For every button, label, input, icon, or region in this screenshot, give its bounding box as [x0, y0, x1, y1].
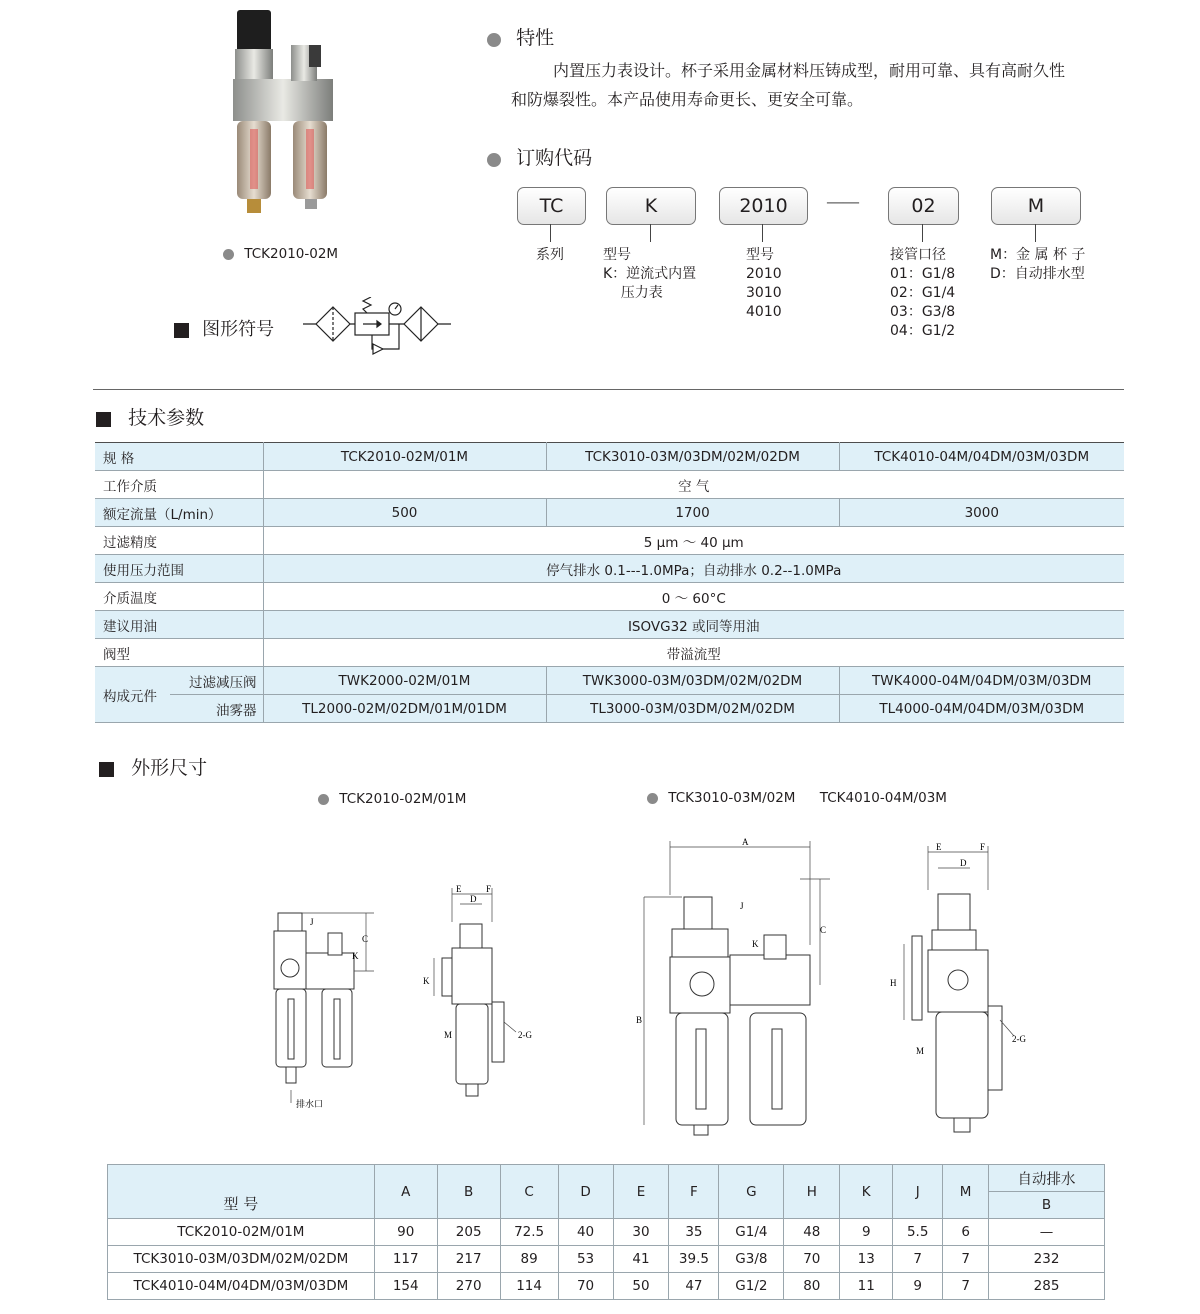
dim-header: A: [374, 1165, 437, 1219]
stem-line: [550, 224, 551, 242]
tech-heading: [96, 403, 204, 430]
dim-letter-m: M: [444, 1030, 453, 1040]
dim-model: TCK4010-04M/04DM/03M/03DM: [108, 1273, 375, 1300]
dim-header: F: [669, 1165, 719, 1219]
spec-label: 过滤精度: [95, 527, 263, 555]
outline-drawing-small-front: [262, 895, 382, 1115]
dim-letter-k: K: [752, 939, 759, 949]
outline-drawing-large-side: [880, 840, 1050, 1140]
spec-sublabel: 油雾器: [170, 695, 263, 723]
outline-caption-right-a: TCK3010-03M/02M: [668, 790, 796, 806]
spec-row: [95, 555, 1124, 583]
dim-cell: 70: [784, 1246, 840, 1273]
dim-model: TCK3010-03M/03DM/02M/02DM: [108, 1246, 375, 1273]
dim-header: H: [784, 1165, 840, 1219]
dim-cell: 114: [500, 1273, 558, 1300]
dim-header: J: [893, 1165, 943, 1219]
square-bullet-icon: [174, 323, 189, 338]
order-heading: [487, 143, 592, 170]
spec-cell: TL4000-04M/04DM/03M/03DM: [839, 695, 1124, 723]
spec-cell: 1700: [546, 499, 839, 527]
dim-header-auto: 自动排水: [989, 1165, 1105, 1192]
dim-header: B: [989, 1192, 1105, 1219]
dim-cell: 6: [943, 1219, 989, 1246]
order-desc-series: 系列: [536, 247, 564, 263]
dim-cell: 7: [943, 1246, 989, 1273]
spec-label: 介质温度: [95, 583, 263, 611]
spec-cell: TL2000-02M/02DM/01M/01DM: [263, 695, 546, 723]
spec-cell: TWK2000-02M/01M: [263, 667, 546, 695]
order-desc-option: M：金 属 杯 子 D：自动排水型: [990, 247, 1086, 282]
spec-table: [95, 442, 1124, 723]
dim-header: D: [558, 1165, 613, 1219]
spec-label: 建议用油: [95, 611, 263, 639]
spec-cell: TCK3010-03M/03DM/02M/02DM: [546, 443, 839, 471]
dim-letter-m: M: [916, 1046, 925, 1056]
dim-letter-b: B: [636, 1015, 643, 1025]
dim-cell: 9: [840, 1219, 893, 1246]
dim-cell: 13: [840, 1246, 893, 1273]
spec-cell: 空 气: [263, 471, 1124, 499]
bullet-icon: [647, 793, 658, 804]
spec-cell: 0 ～ 60°C: [263, 583, 1124, 611]
dim-cell: 53: [558, 1246, 613, 1273]
dim-letter-h: H: [890, 978, 897, 988]
dimension-table: [107, 1164, 1105, 1300]
table-row: [108, 1219, 1105, 1246]
spec-row: [95, 499, 1124, 527]
bullet-icon: [318, 794, 329, 805]
spec-header-row: [95, 443, 1124, 471]
spec-cell: TWK4000-04M/04DM/03M/03DM: [839, 667, 1124, 695]
dim-letter-e: E: [456, 884, 462, 894]
dim-cell: G1/4: [719, 1219, 784, 1246]
dim-cell: 217: [437, 1246, 500, 1273]
square-bullet-icon: [96, 412, 111, 427]
product-caption: [223, 246, 338, 262]
outline-heading: [99, 753, 207, 780]
dim-letter-c: C: [820, 925, 827, 935]
spec-label: 额定流量（L/min）: [95, 499, 263, 527]
spec-row: [95, 583, 1124, 611]
dim-letter-2g: 2-G: [518, 1030, 532, 1040]
dim-cell: 7: [893, 1246, 943, 1273]
dim-letter-f: F: [486, 884, 492, 894]
product-photo: [225, 5, 355, 225]
outline-title: 外形尺寸: [131, 757, 208, 779]
spec-cell: 3000: [839, 499, 1124, 527]
dim-cell: 48: [784, 1219, 840, 1246]
dim-cell: 285: [989, 1273, 1105, 1300]
dim-cell: 30: [613, 1219, 669, 1246]
order-title: 订购代码: [516, 147, 593, 169]
table-row: [108, 1273, 1105, 1300]
spec-row: [95, 695, 1124, 723]
spec-cell: TL3000-03M/03DM/02M/02DM: [546, 695, 839, 723]
dim-model: TCK2010-02M/01M: [108, 1219, 375, 1246]
dim-header: B: [437, 1165, 500, 1219]
order-desc-port: 接管口径 01：G1/8 02：G1/4 03：G3/8 04：G1/2: [890, 247, 956, 339]
spec-cell: 500: [263, 499, 546, 527]
spec-cell: ISOVG32 或同等用油: [263, 611, 1124, 639]
spec-label: 构成元件: [95, 667, 170, 723]
bullet-icon: [487, 33, 501, 47]
dim-letter-d: D: [960, 858, 967, 868]
dim-cell: 270: [437, 1273, 500, 1300]
square-bullet-icon: [99, 762, 114, 777]
spec-label: 阀型: [95, 639, 263, 667]
spec-row: [95, 611, 1124, 639]
spec-row: [95, 527, 1124, 555]
dim-letter-j: J: [740, 901, 744, 911]
dim-cell: 232: [989, 1246, 1105, 1273]
dim-cell: 5.5: [893, 1219, 943, 1246]
dim-cell: 7: [943, 1273, 989, 1300]
dim-cell: 9: [893, 1273, 943, 1300]
outline-caption-right: [647, 790, 947, 806]
order-code-model: 2010: [719, 187, 808, 225]
spec-row: [95, 639, 1124, 667]
dim-header: G: [719, 1165, 784, 1219]
outline-drawing-large-front: [632, 835, 842, 1140]
dim-letter-e: E: [936, 842, 942, 852]
order-code-dash: ——: [826, 192, 858, 213]
dim-cell: 11: [840, 1273, 893, 1300]
spec-cell: TCK4010-04M/04DM/03M/03DM: [839, 443, 1124, 471]
pneumatic-symbol-diagram: [303, 297, 451, 359]
symbol-heading: [174, 315, 274, 341]
dim-cell: 154: [374, 1273, 437, 1300]
dim-cell: 90: [374, 1219, 437, 1246]
dim-cell: —: [989, 1219, 1105, 1246]
dim-letter-d: D: [470, 894, 477, 904]
features-title: 特性: [516, 27, 555, 49]
dim-cell: 89: [500, 1246, 558, 1273]
outline-caption-left: [318, 791, 466, 807]
dim-cell: 47: [669, 1273, 719, 1300]
spec-cell: 带溢流型: [263, 639, 1124, 667]
outline-caption-left-text: TCK2010-02M/01M: [339, 791, 467, 807]
dim-header: E: [613, 1165, 669, 1219]
dim-letter-k: K: [423, 976, 430, 986]
dim-letter-k: K: [352, 951, 359, 961]
stem-line: [762, 224, 763, 242]
dim-header: M: [943, 1165, 989, 1219]
divider: [93, 389, 1124, 390]
stem-line: [1035, 224, 1036, 242]
features-heading: [487, 23, 554, 50]
dim-header: K: [840, 1165, 893, 1219]
features-line-2: 和防爆裂性。本产品使用寿命更长、更安全可靠。: [511, 90, 864, 109]
tech-title: 技术参数: [128, 407, 205, 429]
dim-cell: 50: [613, 1273, 669, 1300]
stem-line: [922, 224, 923, 242]
dim-cell: 80: [784, 1273, 840, 1300]
dim-cell: 70: [558, 1273, 613, 1300]
dim-header-model: 型 号: [108, 1165, 375, 1219]
outline-drawing-small-side: [420, 882, 540, 1104]
order-code-option: M: [991, 187, 1081, 225]
dim-header: C: [500, 1165, 558, 1219]
dim-cell: G1/2: [719, 1273, 784, 1300]
order-desc-model: 型号 2010 3010 4010: [746, 247, 782, 320]
dim-cell: 35: [669, 1219, 719, 1246]
spec-sublabel: 过滤减压阀: [170, 667, 263, 695]
spec-label: 使用压力范围: [95, 555, 263, 583]
dim-cell: 39.5: [669, 1246, 719, 1273]
outline-caption-right-b: TCK4010-04M/03M: [819, 790, 947, 806]
spec-cell: TWK3000-03M/03DM/02M/02DM: [546, 667, 839, 695]
dim-cell: G3/8: [719, 1246, 784, 1273]
spec-row: [95, 667, 1124, 695]
dim-letter-a: A: [742, 837, 749, 847]
spec-label: 规 格: [95, 443, 263, 471]
order-code-series: TC: [517, 187, 586, 225]
bullet-icon: [223, 249, 234, 260]
order-code-port: 02: [888, 187, 959, 225]
spec-cell: TCK2010-02M/01M: [263, 443, 546, 471]
symbol-title: 图形符号: [202, 319, 275, 340]
stem-line: [650, 224, 651, 242]
dim-cell: 72.5: [500, 1219, 558, 1246]
bullet-icon: [487, 153, 501, 167]
dim-cell: 205: [437, 1219, 500, 1246]
dim-cell: 117: [374, 1246, 437, 1273]
dim-letter-2g: 2-G: [1012, 1034, 1026, 1044]
spec-label: 工作介质: [95, 471, 263, 499]
spec-cell: 停气排水 0.1---1.0MPa；自动排水 0.2--1.0MPa: [263, 555, 1124, 583]
dim-header-row: [108, 1165, 1105, 1192]
order-code-type: K: [606, 187, 696, 225]
dim-cell: 40: [558, 1219, 613, 1246]
dim-cell: 41: [613, 1246, 669, 1273]
spec-row: [95, 471, 1124, 499]
drain-label: 排水口: [296, 1100, 324, 1110]
table-row: [108, 1246, 1105, 1273]
dim-letter-f: F: [980, 842, 986, 852]
dim-letter-c: C: [362, 934, 369, 944]
dim-letter-j: J: [310, 917, 314, 927]
order-desc-type: 型号 K：逆流式内置 压力表: [603, 247, 697, 301]
spec-cell: 5 μm ～ 40 μm: [263, 527, 1124, 555]
features-line-1: 内置压力表设计。杯子采用金属材料压铸成型，耐用可靠、具有高耐久性: [553, 61, 1066, 80]
product-caption-text: TCK2010-02M: [244, 246, 339, 262]
